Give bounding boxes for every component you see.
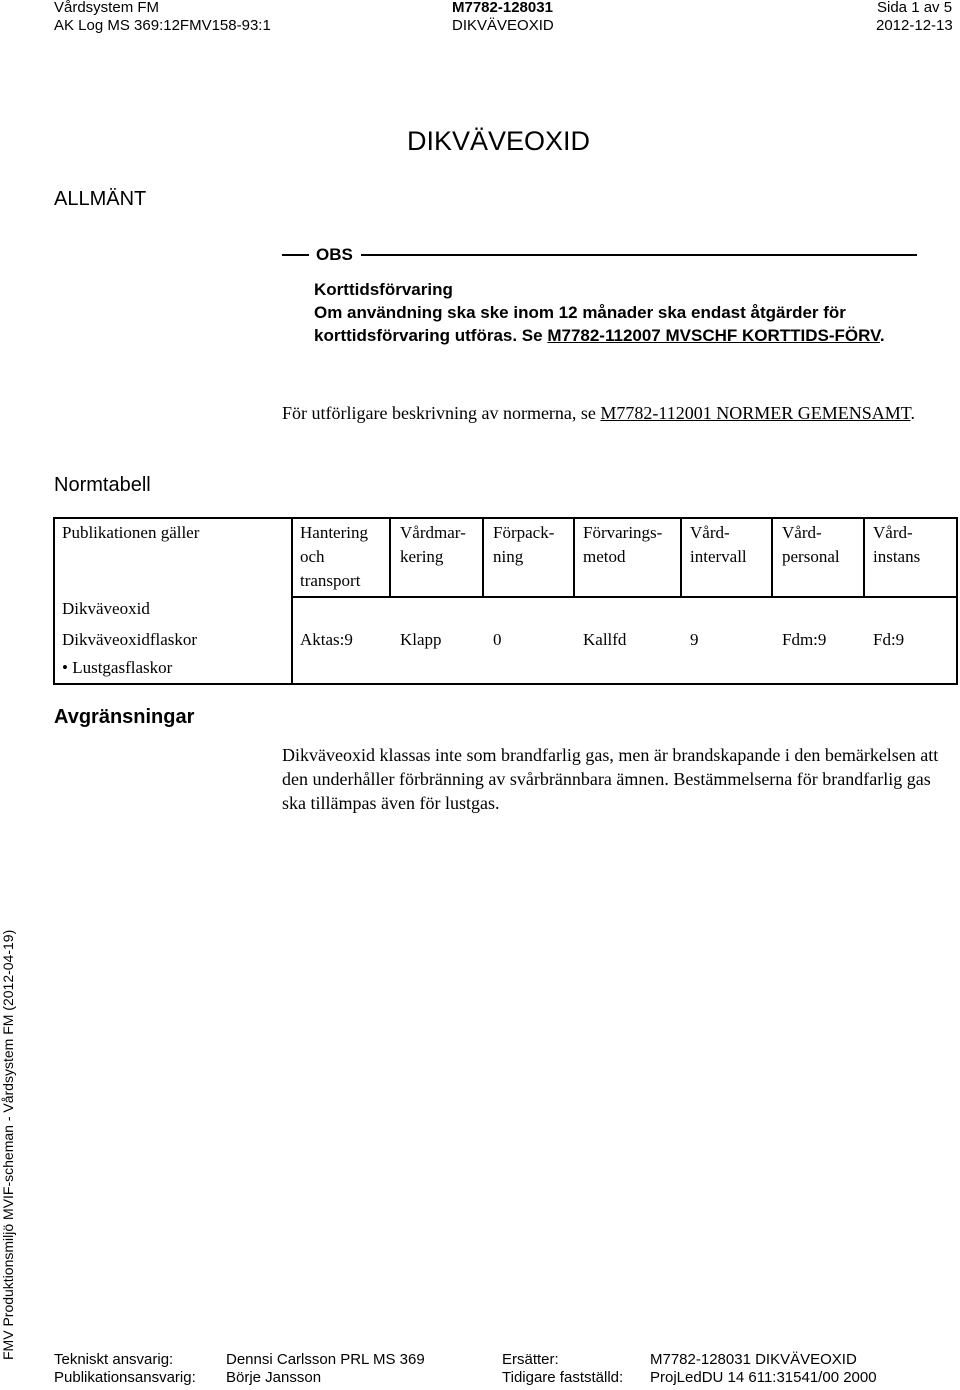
norms-text: För utförligare beskrivning av normerna, se — [282, 403, 601, 423]
table-col-sep — [863, 517, 865, 597]
header-interval — [690, 521, 747, 569]
footer-pub-value: Börje Jansson — [226, 1369, 322, 1386]
footer-replaces-label: Ersätter: — [502, 1351, 559, 1368]
table-col-sep — [482, 517, 484, 597]
header-storage-line: metod — [583, 547, 626, 566]
header-doc-name: DIKVÄVEOXID — [452, 17, 554, 34]
table-border-top — [53, 517, 958, 519]
table-applies-header: Publikationen gäller — [62, 523, 200, 542]
table-col-sep — [771, 517, 773, 597]
table-border-bottom — [53, 683, 958, 685]
header-interval-line: intervall — [690, 547, 747, 566]
obs-label: OBS — [316, 245, 353, 264]
footer-prev-label: Tidigare fastställd: — [502, 1369, 624, 1386]
obs-body — [314, 301, 924, 347]
header-instance-line: instans — [873, 547, 921, 566]
header-personnel-line: Vård- — [782, 523, 822, 542]
header-storage-line: Förvarings- — [583, 523, 663, 542]
norms-link[interactable]: M7782-112001 NORMER GEMENSAMT — [600, 403, 911, 423]
norms-paragraph — [282, 401, 922, 425]
value-interval: 9 — [690, 630, 699, 649]
table-item: Dikväveoxidflaskor — [62, 630, 198, 649]
header-handling — [300, 521, 368, 593]
header-handling-line: Hantering — [300, 523, 368, 542]
table-border-left — [53, 517, 55, 684]
value-marking: Klapp — [400, 630, 442, 649]
obs-link[interactable]: M7782-112007 MVSCHF KORTTIDS-FÖRV — [547, 326, 880, 345]
header-instance-line: Vård- — [873, 523, 913, 542]
header-log: AK Log MS 369:12FMV158-93:1 — [54, 17, 271, 34]
header-storage — [583, 521, 662, 569]
footer-pub-label: Publikationsansvarig: — [54, 1369, 196, 1386]
table-header-divider — [291, 596, 958, 598]
obs-line-right — [361, 254, 917, 256]
table-col-sep — [573, 517, 575, 597]
value-storage: Kallfd — [583, 630, 627, 649]
obs-heading: Korttidsförvaring — [314, 280, 453, 299]
header-doc-number: M7782-128031 — [452, 0, 553, 16]
header-instance — [873, 521, 920, 569]
header-system: Vårdsystem FM — [54, 0, 160, 16]
table-col-sep — [680, 517, 682, 597]
section-general: ALLMÄNT — [54, 188, 147, 210]
norms-text-end: . — [910, 403, 915, 423]
footer-prev-value: ProjLedDU 14 611:31541/00 2000 — [650, 1369, 877, 1386]
table-product: Dikväveoxid — [62, 599, 150, 618]
value-personnel: Fdm:9 — [782, 630, 827, 649]
obs-text-end: . — [879, 326, 885, 345]
footer-tech-label: Tekniskt ansvarig: — [54, 1351, 174, 1368]
header-packing-line: Förpack- — [493, 523, 555, 542]
header-marking-line: Vårdmar- — [400, 523, 466, 542]
header-marking-line: kering — [400, 547, 444, 566]
table-column-divider — [291, 517, 293, 684]
header-date: 2012-12-13 — [876, 17, 953, 34]
value-handling: Aktas:9 — [300, 630, 353, 649]
header-packing — [493, 521, 554, 569]
header-personnel — [782, 521, 840, 569]
section-limitations: Avgränsningar — [54, 706, 195, 728]
table-sub-item-label: Lustgasflaskor — [72, 658, 173, 677]
obs-text: Om användning ska ske inom 12 månader ska endast åtgärder för korttidsförvaring utföras. Se — [314, 303, 846, 345]
document-title: DIKVÄVEOXID — [407, 126, 591, 156]
footer-replaces-value: M7782-128031 DIKVÄVEOXID — [650, 1351, 857, 1368]
limitations-text: Dikväveoxid klassas inte som brandfarlig gas, men är brandskapande i den bemärkelsen att den underhåller förbränning av svårbrännbara ämnen. Bestämmelserna för brandfarlig gas ska tillämpas även för lustgas. — [282, 745, 939, 813]
header-packing-line: ning — [493, 547, 524, 566]
header-handling-line: transport — [300, 571, 361, 590]
table-sub-item: • Lustgasflaskor — [62, 658, 173, 677]
header-interval-line: Vård- — [690, 523, 730, 542]
obs-line-left — [282, 254, 309, 256]
header-marking — [400, 521, 466, 569]
footer-tech-value: Dennsi Carlsson PRL MS 369 — [226, 1351, 425, 1368]
obs-note — [314, 278, 924, 347]
section-norm-table: Normtabell — [54, 474, 151, 496]
table-border-right — [956, 517, 958, 684]
table-col-sep — [389, 517, 391, 597]
header-page: Sida 1 av 5 — [877, 0, 953, 16]
header-handling-line: och — [300, 547, 325, 566]
side-note: FMV Produktionsmiljö MVIF-scheman - Vårdsystem FM (2012-04-19) — [0, 929, 16, 1360]
header-personnel-line: personal — [782, 547, 840, 566]
value-packing: 0 — [493, 630, 502, 649]
value-instance: Fd:9 — [873, 630, 905, 649]
